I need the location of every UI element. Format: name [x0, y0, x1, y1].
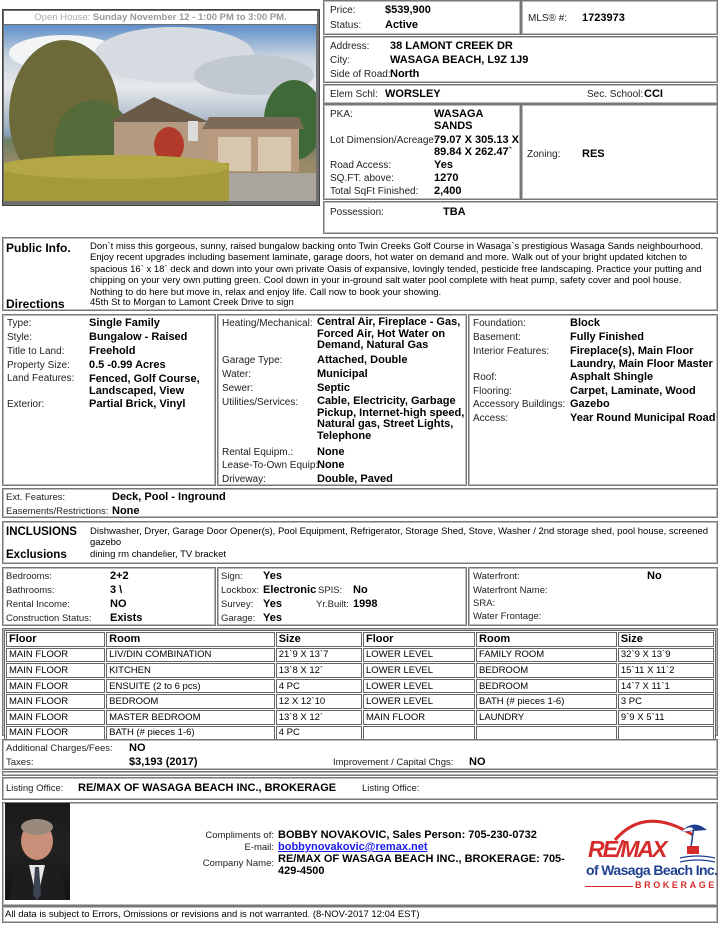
cell-size: 13`8 X 12`	[276, 710, 362, 725]
rental-equipment-label: Rental Equipm.:	[222, 447, 294, 458]
cell-floor	[363, 726, 475, 741]
table-row	[6, 648, 714, 663]
survey-value: Yes	[263, 598, 282, 610]
rooms-table-header	[6, 632, 714, 647]
zoning-value: RES	[582, 148, 605, 160]
sign-value: Yes	[263, 570, 282, 582]
house-photo-illustration	[4, 25, 316, 201]
construction-status-value: Exists	[110, 612, 143, 624]
exterior-value: Partial Brick, Vinyl	[89, 398, 186, 410]
utilities-label: Utilities/Services:	[222, 397, 299, 408]
rental-income-label: Rental Income:	[6, 599, 70, 610]
title-to-land-label: Title to Land:	[7, 346, 65, 357]
bedrooms-label: Bedrooms:	[6, 571, 52, 582]
garage-type-value: Attached, Double	[317, 354, 408, 366]
taxes-label: Taxes:	[6, 757, 34, 768]
city-label: City:	[330, 55, 350, 66]
agent-portrait-icon	[5, 803, 70, 900]
table-row	[6, 710, 714, 725]
additional-charges-label: Additional Charges/Fees:	[6, 743, 113, 754]
flooring-value: Carpet, Laminate, Wood	[570, 385, 696, 397]
bedrooms-value: 2+2	[110, 570, 129, 582]
water-value: Municipal	[317, 368, 368, 380]
road-access-label: Road Access:	[330, 160, 392, 171]
status-value: Active	[385, 19, 419, 31]
mls-label: MLS® #:	[528, 13, 568, 24]
side-of-road-value: North	[390, 68, 420, 80]
listing-office-2-label: Listing Office:	[362, 783, 420, 794]
bathrooms-value: 3 \	[110, 584, 123, 596]
email-label: E-mail:	[244, 842, 274, 853]
spis-value: No	[353, 584, 368, 596]
header-size: Size	[618, 632, 714, 647]
house-photo	[4, 25, 316, 201]
interior-features-label: Interior Features:	[473, 346, 550, 357]
accessory-buildings-value: Gazebo	[570, 398, 610, 410]
water-frontage-label: Water Frontage:	[473, 611, 542, 622]
year-built-label: Yr.Built:	[316, 599, 349, 610]
cell-floor: MAIN FLOOR	[363, 710, 475, 725]
land-features-value: Fenced, Golf Course, Landscaped, View	[89, 373, 200, 397]
pka-label: PKA:	[330, 109, 353, 120]
table-row	[6, 726, 714, 741]
title-to-land-value: Freehold	[89, 345, 136, 357]
lockbox-value: Electronic	[263, 584, 317, 596]
spis-label: SPIS:	[318, 585, 343, 596]
table-row	[6, 663, 714, 678]
water-label: Water:	[222, 369, 252, 380]
logo-rule	[585, 886, 633, 887]
roof-value: Asphalt Shingle	[570, 371, 654, 383]
improvement-value: NO	[469, 756, 486, 768]
cell-size: 15`11 X 11`2	[618, 663, 714, 678]
remax-logo-subtitle: of Wasaga Beach Inc.	[586, 862, 718, 878]
sqft-above-value: 1270	[434, 172, 459, 184]
land-features-label: Land Features:	[7, 373, 75, 384]
waterfront-name-label: Waterfront Name:	[473, 585, 548, 596]
cell-floor: MAIN FLOOR	[6, 694, 105, 709]
price-value: $539,900	[385, 4, 431, 16]
driveway-label: Driveway:	[222, 474, 266, 485]
cell-room: BEDROOM	[476, 663, 617, 678]
garage-label: Garage:	[221, 613, 256, 624]
elem-school-label: Elem Schl:	[330, 89, 378, 100]
driveway-value: Double, Paved	[317, 473, 393, 485]
construction-status-label: Construction Status:	[6, 613, 92, 624]
improvement-label: Improvement / Capital Chgs:	[333, 757, 454, 768]
listing-office-value: RE/MAX OF WASAGA BEACH INC., BROKERAGE	[78, 782, 337, 794]
cell-floor: LOWER LEVEL	[363, 694, 475, 709]
address-value: 38 LAMONT CREEK DR	[390, 40, 513, 52]
foundation-value: Block	[570, 317, 600, 329]
sec-school-value: CCI	[644, 88, 663, 100]
cell-size: 4 PC	[276, 679, 362, 694]
cell-size: 12 X 12`10	[276, 694, 362, 709]
heating-value: Central Air, Fireplace - Gas, Forced Air, Hot Water on Demand, Natural Gas	[317, 316, 461, 351]
remax-logo	[585, 810, 718, 900]
cell-size	[618, 726, 714, 741]
cell-size: 3 PC	[618, 694, 714, 709]
email-link[interactable]: bobbynovakovic@remax.net	[278, 841, 428, 853]
company-name-value: RE/MAX OF WASAGA BEACH INC., BROKERAGE: 705-429-4500	[278, 853, 565, 877]
side-of-road-label: Side of Road:	[330, 69, 391, 80]
cell-floor: MAIN FLOOR	[6, 679, 105, 694]
sewer-value: Septic	[317, 382, 351, 394]
roof-label: Roof:	[473, 372, 497, 383]
cell-size: 9`9 X 5`11	[618, 710, 714, 725]
cell-room: BATH (# pieces 1-6)	[106, 726, 275, 741]
sra-label: SRA:	[473, 598, 496, 609]
cell-room	[476, 726, 617, 741]
basement-value: Fully Finished	[570, 331, 644, 343]
table-row	[6, 679, 714, 694]
waterfront-value: No	[647, 570, 662, 582]
garage-type-label: Garage Type:	[222, 355, 283, 366]
bathrooms-label: Bathrooms:	[6, 585, 55, 596]
header-room: Room	[106, 632, 275, 647]
flooring-label: Flooring:	[473, 386, 512, 397]
mls-number: 1723973	[582, 12, 625, 24]
elem-school-value: WORSLEY	[385, 88, 441, 100]
header-size: Size	[276, 632, 362, 647]
interior-features-value: Fireplace(s), Main Floor Laundry, Main Floor Master	[570, 345, 713, 370]
cell-room: BEDROOM	[476, 679, 617, 694]
company-name-label: Company Name:	[202, 858, 274, 869]
survey-label: Survey:	[221, 599, 254, 610]
cell-floor: MAIN FLOOR	[6, 726, 105, 741]
cell-size: 14`7 X 11`1	[618, 679, 714, 694]
cell-floor: MAIN FLOOR	[6, 663, 105, 678]
cell-floor: MAIN FLOOR	[6, 648, 105, 663]
rooms-table	[4, 630, 716, 742]
garage-value: Yes	[263, 612, 282, 624]
remax-logo-text: RE/MAX	[588, 836, 666, 862]
sqft-above-label: SQ.FT. above:	[330, 173, 394, 184]
possession-value: TBA	[443, 206, 466, 218]
type-value: Single Family	[89, 317, 160, 329]
cell-room: FAMILY ROOM	[476, 648, 617, 663]
year-built-value: 1998	[353, 598, 378, 610]
rental-income-value: NO	[110, 598, 127, 610]
cell-room: KITCHEN	[106, 663, 275, 678]
spacer-box	[2, 771, 718, 776]
total-sqft-value: 2,400	[434, 185, 462, 197]
cell-room: LIV/DIN COMBINATION	[106, 648, 275, 663]
exclusions-text: dining rm chandelier, TV bracket	[90, 549, 227, 560]
compliments-label: Compliments of:	[205, 830, 274, 841]
city-value: WASAGA BEACH, L9Z 1J9	[390, 54, 529, 66]
sewer-label: Sewer:	[222, 383, 254, 394]
inclusions-label: INCLUSIONS	[6, 526, 77, 538]
sign-label: Sign:	[221, 571, 243, 582]
possession-label: Possession:	[330, 207, 384, 218]
cell-room: LAUNDRY	[476, 710, 617, 725]
sec-school-label: Sec. School:	[587, 89, 644, 100]
lot-dimension-value: 79.07 X 305.13 X 89.84 X 262.47`	[434, 134, 520, 158]
directions-label: Directions	[6, 297, 65, 311]
listing-office-label: Listing Office:	[6, 783, 64, 794]
header-room: Room	[476, 632, 617, 647]
open-house-label: Open House:	[34, 12, 91, 23]
basement-label: Basement:	[473, 332, 521, 343]
inclusions-text: Dishwasher, Dryer, Garage Door Opener(s), Pool Equipment, Refrigerator, Storage Shed, Stove, Washer / 2nd storage shed, pool house, screened gazebo	[90, 526, 709, 549]
cell-room: ENSUITE (2 to 6 pcs)	[106, 679, 275, 694]
public-info-label: Public Info.	[6, 241, 71, 255]
access-value: Year Round Municipal Road	[570, 412, 716, 424]
easements-value: None	[112, 505, 140, 517]
exclusions-label: Exclusions	[6, 549, 67, 561]
header-floor: Floor	[363, 632, 475, 647]
ext-features-value: Deck, Pool - Inground	[112, 491, 226, 503]
lease-to-own-label: Lease-To-Own Equip:	[222, 460, 319, 471]
pka-value: WASAGA SANDS	[434, 108, 484, 132]
table-row	[6, 694, 714, 709]
public-info-text: Don`t miss this gorgeous, sunny, raised bungalow backing onto Twin Creeks Golf Course in Wasaga`s prestigious Wasaga Sands neighbourhood. Enjoy recent upgrades including basement laminate, garage doors, hot water on demand and more. Walk out of your bright updated kitchen to spacious 16` x 18` deck and down into your own private Oasis of expansive, lovingly tended, pesticide free landscaping. Practice your putting and chipping on your very own putting green. Cool down in your in-ground salt water pool complete with heat pump, safety cover and pool house. Nothing to do here but move in, relax and enjoy life. Call now to book your showing.	[90, 241, 704, 298]
total-sqft-label: Total SqFt Finished:	[330, 186, 419, 197]
cell-size: 21`9 X 13`7	[276, 648, 362, 663]
cell-room: MASTER BEDROOM	[106, 710, 275, 725]
cell-size: 4 PC	[276, 726, 362, 741]
cell-floor: LOWER LEVEL	[363, 663, 475, 678]
address-label: Address:	[330, 41, 370, 52]
cell-size: 13`8 X 12`	[276, 663, 362, 678]
open-house-banner	[4, 11, 317, 24]
lot-dimension-label: Lot Dimension/Acreage:	[330, 135, 437, 146]
easements-label: Easements/Restrictions:	[6, 506, 109, 517]
remax-logo-brokerage: BROKERAGE	[635, 880, 717, 890]
price-label: Price:	[330, 5, 356, 16]
cell-size: 32`9 X 13`9	[618, 648, 714, 663]
road-access-value: Yes	[434, 159, 453, 171]
cell-room: BATH (# pieces 1-6)	[476, 694, 617, 709]
disclaimer-text: All data is subject to Errors, Omissions or revisions and is not warranted. (8-NOV-2017 12:04 EST)	[5, 909, 420, 920]
open-house-value: Sunday November 12 - 1:00 PM to 3:00 PM.	[92, 12, 287, 23]
status-label: Status:	[330, 20, 362, 31]
heating-label: Heating/Mechanical:	[222, 318, 313, 329]
taxes-value: $3,193 (2017)	[129, 756, 198, 768]
property-size-value: 0.5 -0.99 Acres	[89, 359, 166, 371]
ext-features-box	[2, 488, 718, 518]
cell-floor: LOWER LEVEL	[363, 648, 475, 663]
accessory-buildings-label: Accessory Buildings:	[473, 399, 566, 410]
access-label: Access:	[473, 413, 509, 424]
style-label: Style:	[7, 332, 33, 343]
exterior-label: Exterior:	[7, 399, 45, 410]
waterfront-label: Waterfront:	[473, 571, 520, 582]
cell-floor: MAIN FLOOR	[6, 710, 105, 725]
foundation-label: Foundation:	[473, 318, 526, 329]
ext-features-label: Ext. Features:	[6, 492, 66, 503]
cell-room: BEDROOM	[106, 694, 275, 709]
zoning-label: Zoning:	[527, 149, 561, 160]
agent-photo	[5, 803, 70, 900]
rental-equipment-value: None	[317, 446, 345, 458]
directions-text: 45th St to Morgan to Lamont Creek Drive to sign	[90, 297, 294, 308]
additional-charges-value: NO	[129, 742, 146, 754]
utilities-value: Cable, Electricity, Garbage Pickup, Internet-high speed, Natural gas, Street Lights, Telephone	[317, 395, 465, 442]
header-floor: Floor	[6, 632, 105, 647]
lease-to-own-value: None	[317, 459, 345, 471]
compliments-value: BOBBY NOVAKOVIC, Sales Person: 705-230-0732	[278, 829, 537, 841]
cell-floor: LOWER LEVEL	[363, 679, 475, 694]
lockbox-label: Lockbox:	[221, 585, 260, 596]
property-size-label: Property Size:	[7, 360, 70, 371]
style-value: Bungalow - Raised	[89, 331, 188, 343]
type-label: Type:	[7, 318, 32, 329]
